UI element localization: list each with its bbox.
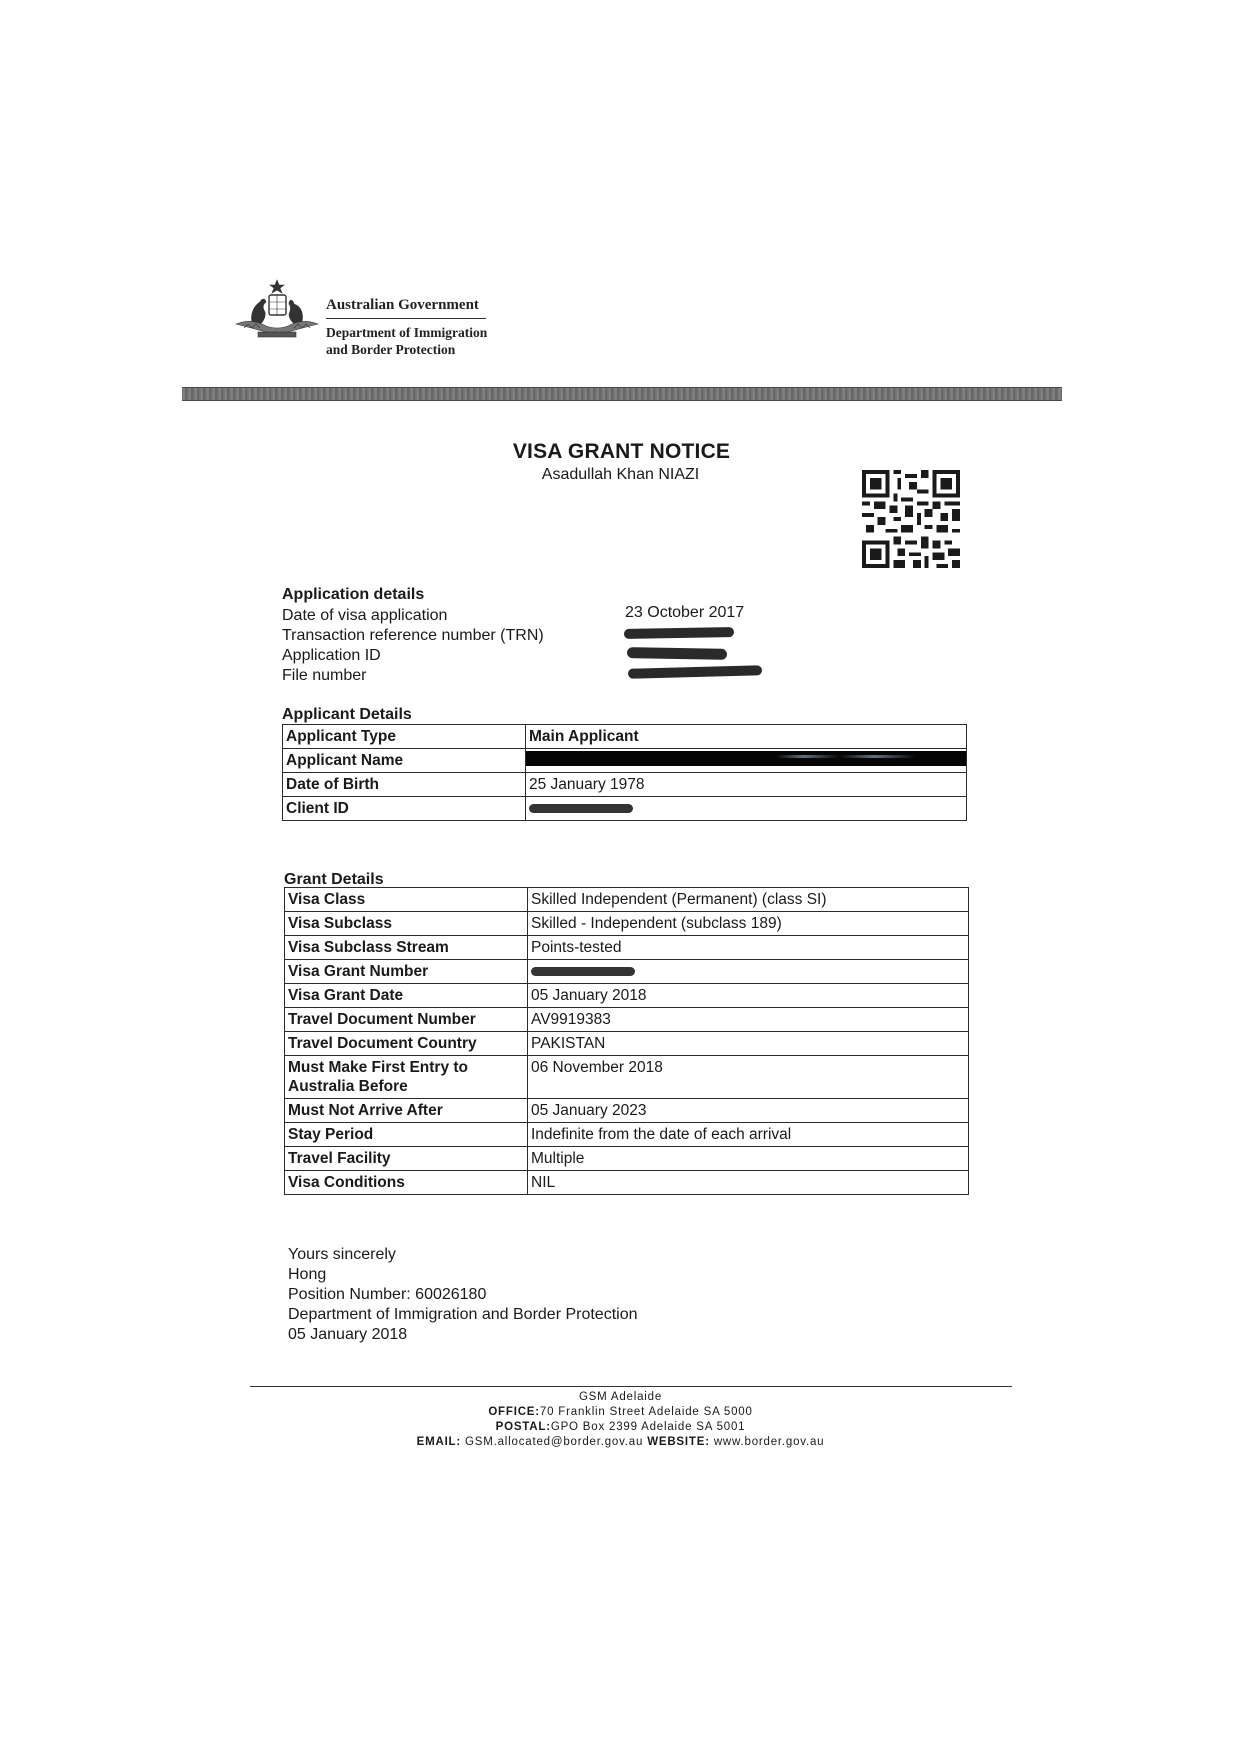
applicant-details-table (282, 724, 967, 821)
table-row (285, 960, 969, 984)
table-row (285, 936, 969, 960)
salutation: Yours sincerely (288, 1246, 396, 1263)
visa-conditions-value: NIL (528, 1171, 969, 1195)
visa-grant-date-value: 05 January 2018 (528, 984, 969, 1008)
grant-details-table (284, 887, 969, 1195)
visa-stream-value: Points-tested (528, 936, 969, 960)
date-of-birth-value: 25 January 1978 (526, 773, 967, 797)
applicant-details-heading: Applicant Details (282, 706, 412, 723)
email-link[interactable]: GSM.allocated@border.gov.au (465, 1436, 644, 1448)
application-id-redaction (627, 647, 727, 660)
travel-document-number-value: AV9919383 (528, 1008, 969, 1032)
table-row (285, 1008, 969, 1032)
table-row (283, 797, 967, 821)
signatory-name: Hong (288, 1266, 327, 1283)
travel-document-country-value: PAKISTAN (528, 1032, 969, 1056)
stay-period-value: Indefinite from the date of each arrival (528, 1123, 969, 1147)
department-name-line2: and Border Protection (326, 342, 456, 357)
visa-conditions-label: Visa Conditions (285, 1171, 528, 1195)
visa-subclass-label: Visa Subclass (285, 912, 528, 936)
visa-grant-number-redaction (531, 967, 635, 976)
qr-code-icon (862, 470, 960, 568)
table-row (285, 984, 969, 1008)
visa-stream-label: Visa Subclass Stream (285, 936, 528, 960)
office-name: GSM Adelaide (578, 1391, 663, 1403)
department-name-line1: Department of Immigration (326, 325, 488, 340)
applicant-type-value: Main Applicant (526, 725, 967, 749)
trn-redaction (624, 627, 734, 639)
travel-document-number-label: Travel Document Number (285, 1008, 528, 1032)
first-entry-label: Must Make First Entry to Australia Before (285, 1056, 528, 1099)
client-id-redaction (529, 804, 633, 813)
applicant-name-heading: Asadullah Khan NIAZI (541, 466, 700, 483)
file-number-redaction (628, 665, 762, 679)
applicant-name-label: Applicant Name (283, 749, 526, 773)
applicant-name-redaction (526, 751, 966, 766)
table-row (283, 773, 967, 797)
travel-facility-value: Multiple (528, 1147, 969, 1171)
trn-label: Transaction reference number (TRN) (282, 627, 544, 644)
visa-class-label: Visa Class (285, 888, 528, 912)
table-row (283, 749, 967, 773)
visa-grant-date-label: Visa Grant Date (285, 984, 528, 1008)
application-details-heading: Application details (282, 586, 425, 603)
office-address: OFFICE:70 Franklin Street Adelaide SA 5000 (488, 1406, 753, 1418)
table-row (285, 1032, 969, 1056)
footer-divider (250, 1386, 1012, 1387)
visa-class-value: Skilled Independent (Permanent) (class SI) (528, 888, 969, 912)
file-number-label: File number (282, 667, 367, 684)
must-not-arrive-label: Must Not Arrive After (285, 1099, 528, 1123)
travel-document-country-label: Travel Document Country (285, 1032, 528, 1056)
postal-address: POSTAL:GPO Box 2399 Adelaide SA 5001 (495, 1421, 746, 1433)
footer (0, 1390, 1241, 1450)
coat-of-arms-icon (232, 278, 322, 340)
page-title: VISA GRANT NOTICE (512, 440, 731, 463)
table-row (285, 1171, 969, 1195)
first-entry-value: 06 November 2018 (528, 1056, 969, 1099)
grant-details-heading: Grant Details (284, 871, 384, 888)
website-link[interactable]: www.border.gov.au (713, 1436, 825, 1448)
closing-department: Department of Immigration and Border Protection (288, 1306, 638, 1323)
visa-grant-number-label: Visa Grant Number (285, 960, 528, 984)
client-id-label: Client ID (283, 797, 526, 821)
table-row (285, 912, 969, 936)
applicant-type-label: Applicant Type (283, 725, 526, 749)
government-name: Australian Government (326, 296, 486, 319)
travel-facility-label: Travel Facility (285, 1147, 528, 1171)
table-row (283, 725, 967, 749)
closing-date: 05 January 2018 (288, 1326, 408, 1343)
application-id-label: Application ID (282, 647, 381, 664)
closing-block (288, 1245, 638, 1345)
must-not-arrive-value: 05 January 2023 (528, 1099, 969, 1123)
table-row (285, 888, 969, 912)
date-of-birth-label: Date of Birth (283, 773, 526, 797)
date-of-application-label: Date of visa application (282, 607, 448, 624)
header-divider (182, 387, 1062, 401)
client-id-value (526, 797, 967, 821)
applicant-name-value (526, 749, 967, 773)
department-logo (326, 296, 487, 358)
stay-period-label: Stay Period (285, 1123, 528, 1147)
position-number: Position Number: 60026180 (288, 1286, 487, 1303)
table-row (285, 1099, 969, 1123)
visa-subclass-value: Skilled - Independent (subclass 189) (528, 912, 969, 936)
application-details-labels (282, 606, 544, 686)
visa-grant-number-value (528, 960, 969, 984)
table-row (285, 1147, 969, 1171)
table-row (285, 1056, 969, 1099)
date-of-application-value: 23 October 2017 (625, 604, 745, 621)
contact-line: EMAIL: GSM.allocated@border.gov.au WEBSITE: www.border.gov.au (416, 1436, 825, 1448)
table-row (285, 1123, 969, 1147)
